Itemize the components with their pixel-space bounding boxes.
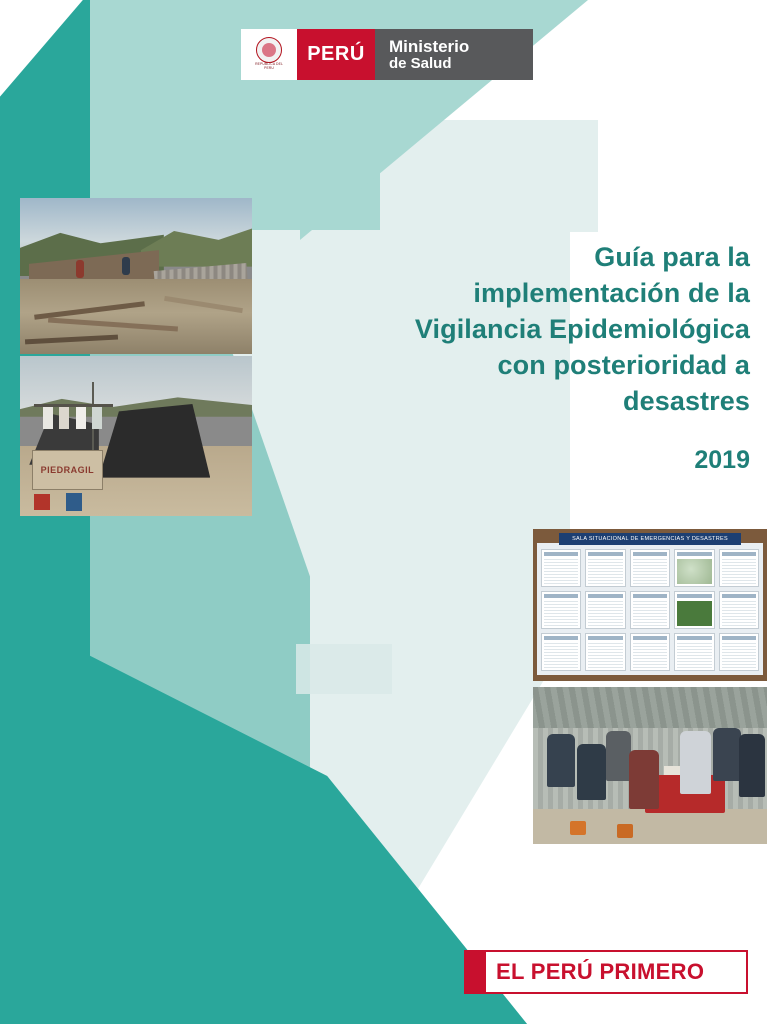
photo3-poster: [630, 633, 670, 671]
photo4-stool: [570, 821, 586, 835]
peru-flag-bar-icon: [466, 952, 486, 992]
photo2-red-bucket: [34, 494, 50, 510]
photo4-participant: [713, 728, 741, 781]
photo2-hanging-cloth: [59, 407, 69, 429]
photo2-hanging-cloth: [76, 407, 86, 429]
photo4-participant: [547, 734, 575, 787]
photo3-poster-map: [674, 549, 714, 587]
photo4-floor: [533, 809, 767, 844]
photo3-poster: [719, 633, 759, 671]
ministry-line-1: Ministerio: [389, 36, 470, 56]
photo4-participant: [629, 750, 659, 810]
title-line-1: Guía para la: [594, 242, 750, 272]
photo2-camp-sign: [32, 450, 104, 490]
faint-rectangle-artifact: [296, 644, 392, 694]
photo-meeting-in-tent: [533, 687, 767, 844]
coat-of-arms-caption: REPUBLICA DEL PERU: [255, 61, 283, 70]
publication-year: 2019: [694, 445, 750, 474]
el-peru-primero-text: EL PERÚ PRIMERO: [496, 959, 705, 984]
photo3-poster: [541, 591, 581, 629]
title-line-2: implementación de la: [473, 277, 750, 308]
photo-collapsed-house-rubble: [20, 198, 252, 354]
title-line-3: Vigilancia Epidemiológica: [414, 313, 750, 344]
photo3-poster: [719, 549, 759, 587]
page-title: [300, 240, 750, 420]
photo3-poster: [585, 591, 625, 629]
photo4-participant: [680, 731, 710, 794]
title-line-4: con posterioridad a: [497, 349, 750, 380]
photo2-camp-sign-text: PIEDRAGIL: [40, 465, 95, 476]
photo4-tent-roof: [533, 687, 767, 728]
photo2-hanging-cloth: [92, 407, 102, 429]
photo2-blue-bin: [66, 493, 82, 511]
photo3-board-title: SALA SITUACIONAL DE EMERGENCIAS Y DESASTRES: [559, 533, 741, 545]
title-line-5: desastres: [623, 385, 750, 416]
photo3-poster: [541, 633, 581, 671]
el-peru-primero-logo: [464, 950, 748, 994]
photo4-participant: [577, 744, 605, 801]
photo3-poster: [585, 633, 625, 671]
peru-coat-of-arms-icon: [241, 29, 297, 80]
photo4-participant: [739, 734, 765, 797]
photo3-poster: [630, 591, 670, 629]
photo-situation-room-board: [533, 529, 767, 681]
photo2-hanging-cloth: [43, 407, 53, 429]
photo3-poster: [630, 549, 670, 587]
photo3-poster-grid: [541, 549, 759, 671]
ministry-label: [375, 29, 533, 80]
photo3-poster: [674, 633, 714, 671]
peru-label: PERÚ: [297, 29, 375, 80]
ministry-line-2: de Salud: [389, 54, 452, 72]
cover-title-block: [300, 240, 750, 475]
photo3-poster: [541, 549, 581, 587]
photo3-poster: [719, 591, 759, 629]
photo3-poster: [585, 549, 625, 587]
photo4-participant: [606, 731, 632, 781]
photo4-stool: [617, 824, 633, 838]
photo1-person: [76, 260, 84, 278]
photo-tent-camp-laundry: [20, 356, 252, 516]
photo3-poster-green: [674, 591, 714, 629]
minsa-logo: [241, 29, 533, 80]
photo1-person: [122, 257, 130, 275]
